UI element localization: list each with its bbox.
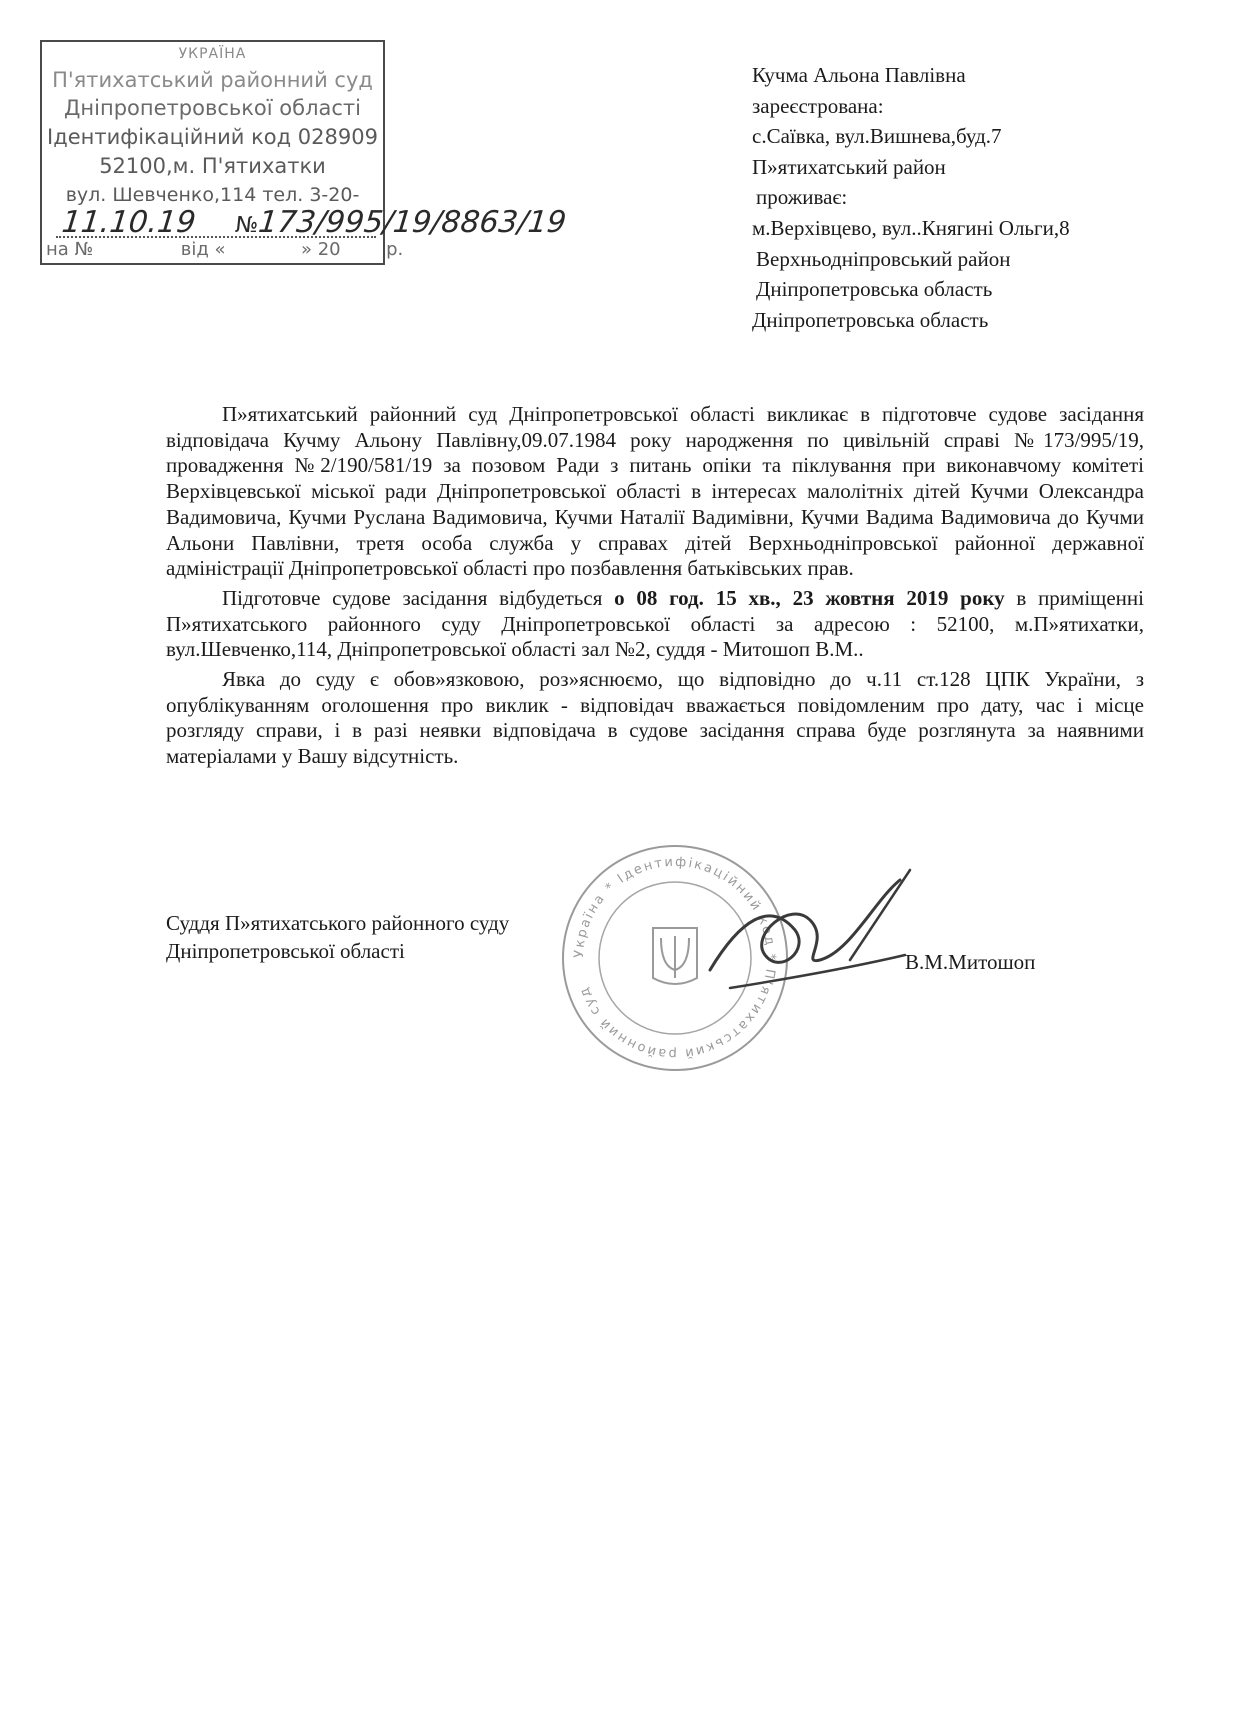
judge-title bbox=[166, 909, 509, 965]
lives-address: м.Верхівцево, вул..Княгині Ольги,8 bbox=[752, 215, 1070, 240]
stamp-bottom-row bbox=[46, 239, 411, 260]
stamp-city: 52100,м. П'ятихатки bbox=[99, 154, 326, 178]
region-line-1: Дніпропетровська область bbox=[756, 277, 993, 302]
stamp-vid-label: від « bbox=[180, 239, 226, 260]
stamp-na-label: на № bbox=[46, 239, 94, 260]
stamp-reg-date: 11.10.19 bbox=[60, 205, 198, 240]
stamp-street: вул. Шевченко,114 тел. 3-20- bbox=[65, 184, 360, 206]
stamp-registration-row bbox=[60, 205, 584, 240]
hearing-location: в приміщенні П»ятихатського районного суду Дніпропетровської області за адресою : 52100, м.П»ятихатки, вул.Шевченко,114, Дніпропетровської області зал №2, суддя - Митошоп В.М.. bbox=[166, 585, 1144, 662]
registered-district: П»ятихатський район bbox=[752, 154, 946, 179]
registration-stamp bbox=[40, 40, 568, 265]
seal-ring-text: Україна * Ідентифікаційний код * П'ятихатський районний суд bbox=[571, 854, 779, 1062]
judge-name: В.М.Митошоп bbox=[905, 950, 1036, 974]
attendance-paragraph: Явка до суду є обов»язковою, роз»яснюємо, що відповідно до ч.11 ст.128 ЦПК України, з опублікуванням оголошення про виклик - відповідач вважається повідомленим про дату, час і місце розгляду справи, і в разі неявки відповідача в судове засідання справа буде розглянута за наявними матеріалами у Вашу відсутність. bbox=[166, 667, 1144, 769]
hearing-datetime: о 08 год. 15 хв., 23 жовтня 2019 року bbox=[614, 585, 1005, 610]
stamp-id-code: Ідентифікаційний код 028909 bbox=[47, 125, 378, 149]
stamp-court-name: П'ятихатський районний суд bbox=[52, 68, 373, 92]
summons-paragraph: П»ятихатський районний суд Дніпропетровської області викликає в підготовче судове засідання відповідача Кучму Альону Павлівну,09.07.1984 року народження по цивільній справі №173/995/19, провадження №2/190/581/19 за позовом Ради з питань опіки та піклування при виконавчому комітеті Верхівцевської міської ради Дніпропетровської області в інтересах малолітніх дітей Кучми Олександра Вадимовича, Кучми Руслана Вадимовича, Кучми Наталії Вадимівни, Кучми Вадима Вадимовича до Кучми Альони Павлівни, третя особа служба у справах дітей Верхньодніпровської районної державної адміністрації Дніпропетровської області про позбавлення батьківських прав. bbox=[166, 402, 1144, 581]
hearing-paragraph bbox=[166, 586, 1144, 663]
addressee-name: Кучма Альона Павлівна bbox=[752, 63, 966, 87]
handwritten-signature bbox=[700, 860, 920, 1010]
judge-title-line-2: Дніпропетровської області bbox=[166, 939, 405, 963]
trident-icon bbox=[653, 928, 697, 984]
stamp-reg-number-label: № bbox=[233, 213, 260, 238]
stamp-region: Дніпропетровської області bbox=[64, 96, 361, 120]
registered-address: с.Саївка, вул.Вишнева,буд.7 bbox=[752, 124, 1002, 149]
lives-label: проживає: bbox=[756, 185, 848, 210]
document-body bbox=[166, 402, 1144, 774]
region-line-2: Дніпропетровська область bbox=[752, 307, 989, 332]
registered-label: зареєстрована: bbox=[752, 93, 884, 118]
stamp-year-label: » 20 bbox=[300, 239, 341, 260]
addressee-block bbox=[752, 60, 1070, 335]
stamp-r-label: р. bbox=[386, 239, 404, 260]
stamp-country: УКРАЇНА bbox=[178, 46, 247, 62]
lives-district: Верхньодніпровський район bbox=[756, 246, 1011, 271]
hearing-intro: Підготовче судове засідання відбудеться bbox=[222, 585, 603, 610]
stamp-reg-number: 173/995/19/8863/19 bbox=[256, 205, 568, 240]
judge-title-line-1: Суддя П»ятихатського районного суду bbox=[166, 911, 510, 935]
